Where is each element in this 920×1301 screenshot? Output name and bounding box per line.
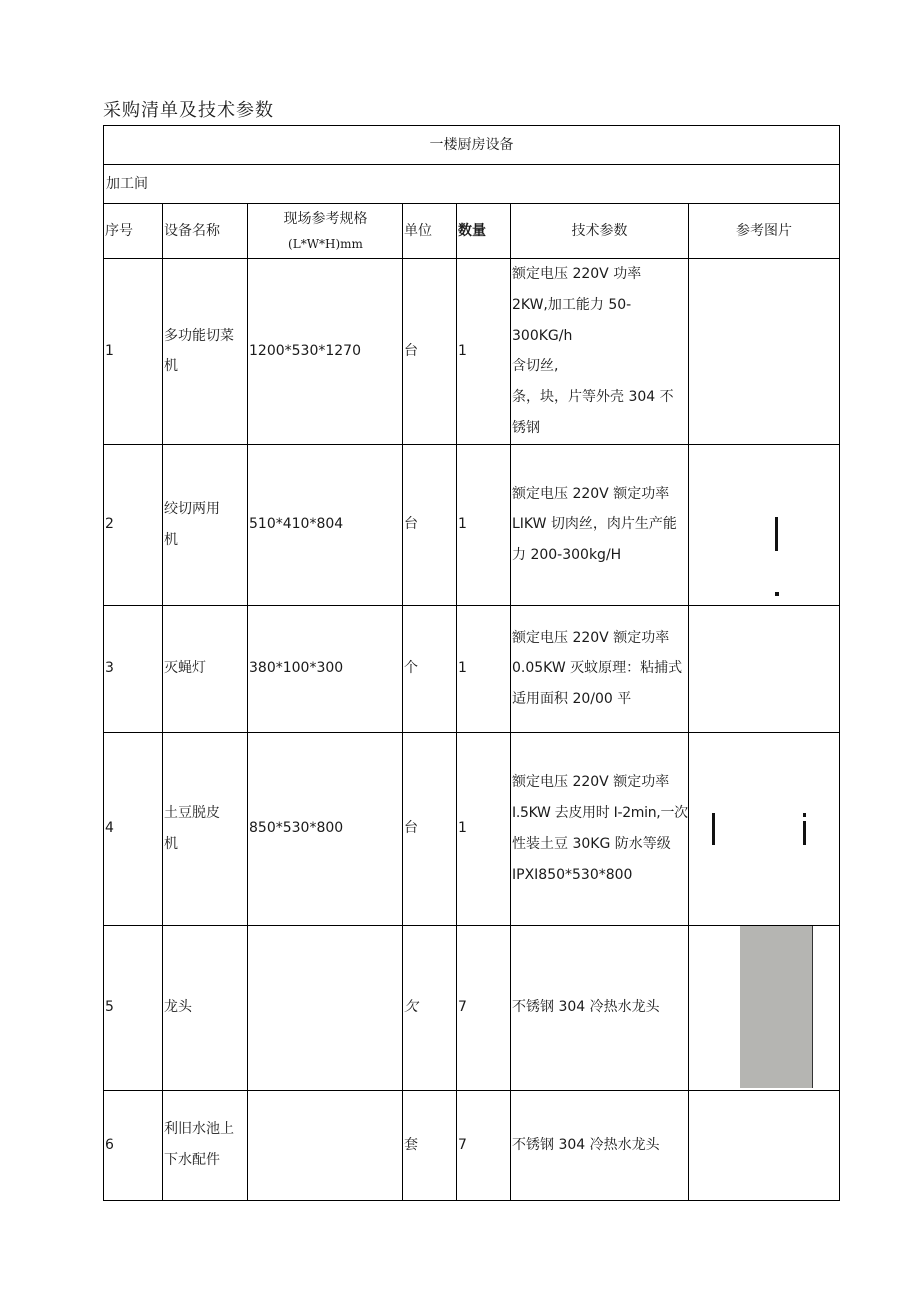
row-name-line: 机 (164, 531, 178, 548)
row-qty: 7 (457, 925, 511, 1090)
table-row (104, 444, 840, 605)
image-fragment (775, 592, 779, 596)
reference-image-cell (689, 925, 840, 1090)
tech-line: 0.05KW 灭蚊原理：粘捕式 (512, 660, 683, 677)
row-tech (511, 605, 689, 732)
row-unit: 欠 (403, 925, 457, 1090)
row-spec: 1200*530*1270 (248, 259, 403, 445)
row-unit: 个 (403, 605, 457, 732)
row-name-line: 灭蝇灯 (164, 660, 206, 677)
tech-line: 不锈钢 304 冷热水龙头 (512, 999, 660, 1016)
row-unit: 台 (403, 444, 457, 605)
row-tech (511, 259, 689, 445)
tech-line: 额定电压 220V 额定功率 (512, 485, 670, 502)
tech-line: 额定电压 220V 功率 (512, 266, 642, 282)
row-name (163, 605, 248, 732)
row-name-line: 机 (164, 835, 178, 852)
header-spec (248, 204, 403, 259)
row-name (163, 1090, 248, 1200)
table-row (104, 925, 840, 1090)
row-name (163, 259, 248, 445)
tech-line: 力 200-300kg/H (512, 547, 622, 564)
reference-image-cell (689, 444, 840, 605)
row-tech (511, 925, 689, 1090)
header-tech: 技术参数 (511, 204, 689, 259)
document-title: 采购清单及技术参数 (103, 100, 274, 121)
procurement-table (103, 125, 840, 1201)
tech-line: 锈钢 (512, 419, 540, 436)
header-spec-unit: (L*W*H)mm (288, 236, 363, 251)
row-qty: 1 (457, 732, 511, 925)
image-fragment (803, 813, 806, 817)
table-row (104, 259, 840, 445)
row-tech (511, 444, 689, 605)
row-spec: 510*410*804 (248, 444, 403, 605)
row-no: 6 (104, 1090, 163, 1200)
row-name-line: 机 (164, 358, 178, 375)
table-row (104, 1090, 840, 1200)
tech-line: 额定电压 220V 额定功率 (512, 629, 670, 646)
faucet-image-placeholder (740, 926, 813, 1088)
tech-line: IPXI850*530*800 (512, 866, 633, 883)
row-name-line: 下水配件 (164, 1152, 220, 1169)
header-no: 序号 (104, 204, 163, 259)
reference-image-cell (689, 259, 840, 445)
row-spec: 380*100*300 (248, 605, 403, 732)
row-no: 4 (104, 732, 163, 925)
image-fragment (712, 813, 715, 845)
row-no: 5 (104, 925, 163, 1090)
row-unit: 台 (403, 732, 457, 925)
header-qty: 数量 (457, 204, 511, 259)
row-qty: 1 (457, 444, 511, 605)
row-unit: 台 (403, 259, 457, 445)
row-name-line: 多功能切菜 (164, 327, 234, 344)
row-qty: 1 (457, 259, 511, 445)
tech-line: LIKW 切肉丝，肉片生产能 (512, 516, 677, 533)
table-row (104, 605, 840, 732)
row-name-line: 龙头 (164, 999, 192, 1016)
row-name (163, 925, 248, 1090)
table-header-row (104, 204, 840, 259)
section-title: 一楼厨房设备 (104, 126, 840, 165)
header-unit: 单位 (403, 204, 457, 259)
tech-line: I.5KW 去皮用时 I-2min,一次 (512, 804, 688, 821)
row-name-line: 土豆脱皮 (164, 804, 220, 821)
row-spec (248, 1090, 403, 1200)
reference-image-cell (689, 605, 840, 732)
tech-line: 2KW,加工能力 50-300KG/h (512, 296, 632, 344)
row-qty: 7 (457, 1090, 511, 1200)
tech-line: 额定电压 220V 额定功率 (512, 774, 670, 791)
row-spec (248, 925, 403, 1090)
row-name (163, 732, 248, 925)
row-no: 2 (104, 444, 163, 605)
tech-line: 含切丝, (512, 358, 559, 375)
row-no: 1 (104, 259, 163, 445)
image-fragment (775, 517, 778, 551)
row-name (163, 444, 248, 605)
row-tech (511, 1090, 689, 1200)
tech-line: 条，块，片等外壳 304 不 (512, 389, 674, 406)
row-name-line: 利旧水池上 (164, 1121, 234, 1138)
row-no: 3 (104, 605, 163, 732)
row-tech (511, 732, 689, 925)
tech-line: 适用面积 20/00 平 (512, 691, 632, 708)
subsection-title: 加工间 (104, 165, 840, 204)
tech-line: 不锈钢 304 冷热水龙头 (512, 1136, 660, 1153)
table-row (104, 732, 840, 925)
header-name: 设备名称 (163, 204, 248, 259)
reference-image-cell (689, 732, 840, 925)
reference-image-cell (689, 1090, 840, 1200)
image-fragment (803, 821, 806, 845)
header-image: 参考图片 (689, 204, 840, 259)
row-name-line: 绞切两用 (164, 500, 220, 517)
row-unit: 套 (403, 1090, 457, 1200)
header-spec-label: 现场参考规格 (283, 211, 368, 228)
row-qty: 1 (457, 605, 511, 732)
row-spec: 850*530*800 (248, 732, 403, 925)
tech-line: 性装土豆 30KG 防水等级 (512, 835, 671, 852)
